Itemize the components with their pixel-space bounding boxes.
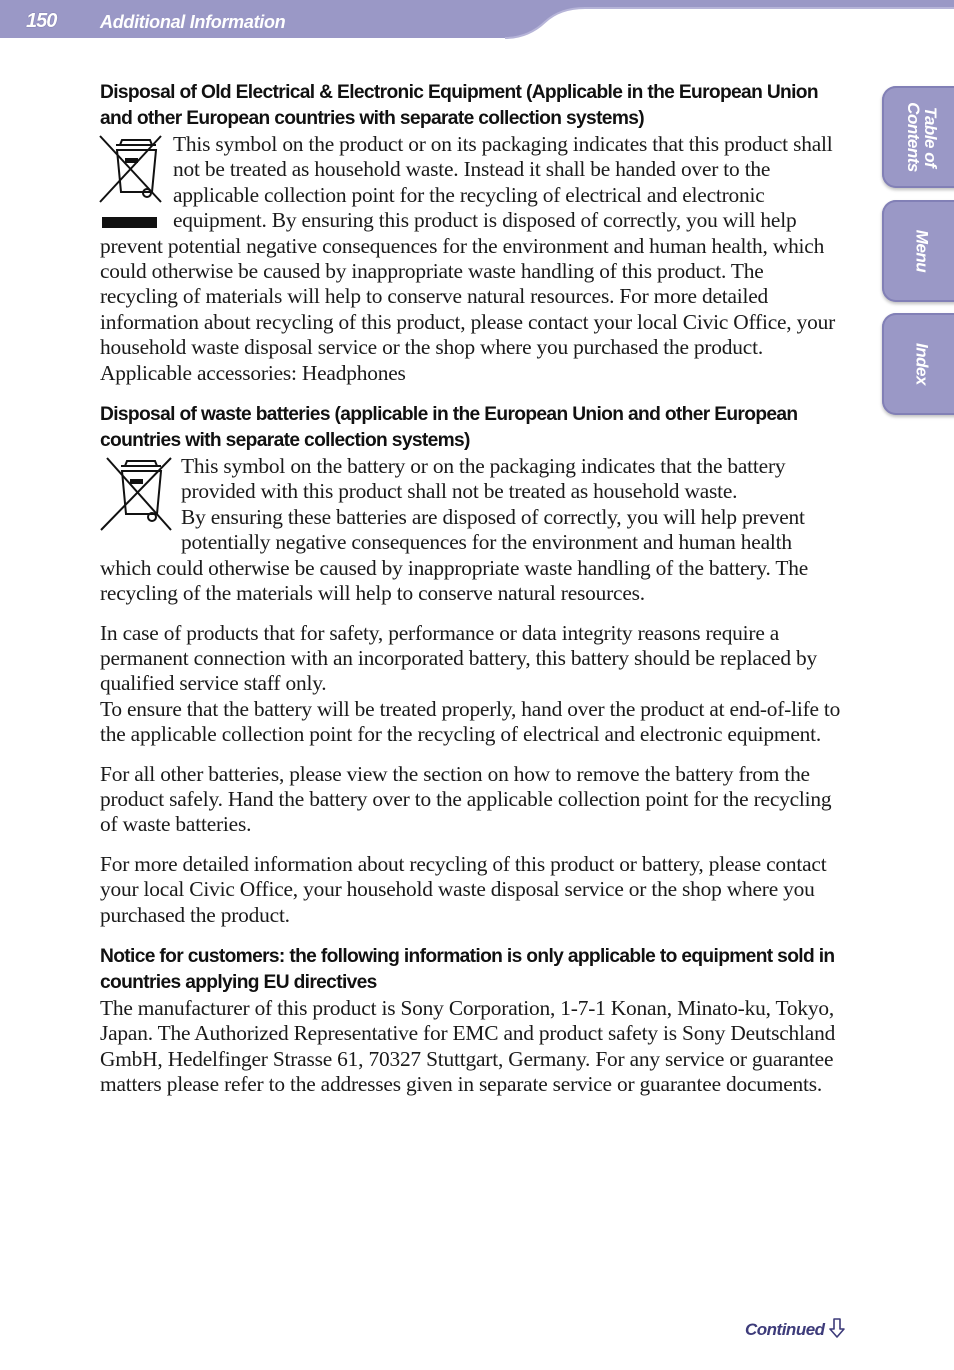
batteries-body-2: By ensuring these batteries are disposed of correctly, you will help prevent potentially negative consequences for the environment and human health which could otherwise be caused by inappropriate waste handling of the battery. The recycling of the materials will help to conserve natural resources. (100, 504, 809, 606)
main-content (100, 80, 845, 1098)
tab-menu[interactable] (882, 200, 954, 302)
continued-link[interactable] (745, 1318, 845, 1340)
notice-body: The manufacturer of this product is Sony Corporation, 1-7-1 Konan, Minato-ku, Tokyo, Japan. The Authorized Representative for EMC and product safety is Sony Deutschland GmbH, Hedelfinger Strasse 61, 70327 Stuttgart, Germany. For any service or guarantee matters please refer to the addresses given in separate service or guarantee documents. (100, 995, 836, 1097)
page-number: 150 (26, 10, 57, 32)
crossed-out-wheelie-bin-icon (98, 134, 173, 230)
tab-table-of-contents-label: Table of Contents (904, 102, 940, 172)
tab-index[interactable] (882, 313, 954, 415)
continued-label: Continued (745, 1320, 825, 1339)
down-arrow-icon (829, 1318, 845, 1338)
page-header (0, 0, 954, 44)
tab-index-label: Index (912, 343, 932, 385)
weee-body: This symbol on the product or on its packaging indicates that this product shall not be treated as household waste. Instead it shall be handed over to the applicable collection point for the recycling of electrical and electronic equipment. By ensuring this product is disposed of correctly, you will help prevent potential negative consequences for the environment and human health, which could otherwise be caused by inappropriate waste handling of this product. The recycling of materials will help to conserve natural resources. For more detailed information about recycling of this product, please contact your local Civic Office, your household waste disposal service or the shop where you purchased the product. (100, 132, 835, 360)
battery-crossed-out-bin-icon (99, 456, 181, 534)
batteries-heading: Disposal of waste batteries (applicable in the European Union and other European countries with separate collection systems) (100, 404, 798, 452)
weee-heading: Disposal of Old Electrical & Electronic Equipment (Applicable in the European Union and other European countries with separate collection systems) (100, 82, 818, 129)
batteries-body-1: This symbol on the battery or on the packaging indicates that the battery provided with this product shall not be treated as household waste. (181, 454, 786, 504)
notice-heading: Notice for customers: the following information is only applicable to equipment sold in countries applying EU directives (100, 945, 835, 993)
batteries-end-of-life: To ensure that the battery will be treated properly, hand over the product at end-of-life to the applicable collection point for the recycling of electrical and electronic equipment. (100, 696, 841, 747)
batteries-more-info: For more detailed information about recycling of this product or battery, please contact your local Civic Office, your household waste disposal service or the shop where you purchased the product. (100, 851, 827, 927)
batteries-other: For all other batteries, please view the section on how to remove the battery from the product safely. Hand the battery over to the applicable collection point for the recycling of waste batteries. (100, 761, 832, 837)
batteries-permanent-connection: In case of products that for safety, performance or data integrity reasons require a permanent connection with an incorporated battery, this battery should be replaced by qualified service staff only. (100, 620, 817, 696)
tab-menu-label: Menu (912, 229, 932, 273)
weee-accessories: Applicable accessories: Headphones (100, 360, 406, 385)
tab-table-of-contents[interactable] (882, 86, 954, 188)
section-title: Additional Information (100, 12, 286, 32)
